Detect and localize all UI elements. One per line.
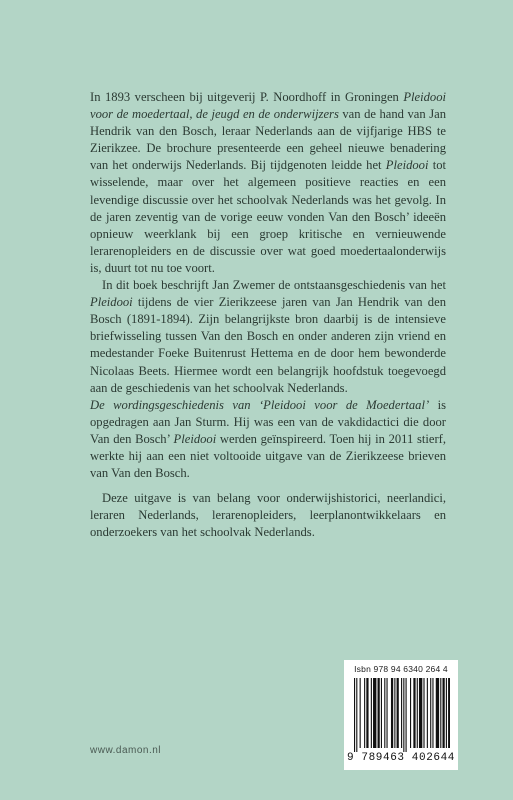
- blurb-text: [90, 89, 446, 541]
- barcode-bar: [381, 678, 382, 748]
- barcode-digits: 9 789463 402644: [346, 752, 456, 764]
- barcode-panel: [344, 660, 458, 770]
- blurb-paragraph-3: [90, 397, 446, 482]
- barcode-bar: [448, 678, 450, 748]
- barcode-bar: [410, 678, 411, 748]
- blurb-p2-text-a: In dit boek beschrijft Jan Zwemer de ontstaansgeschiedenis van het: [102, 278, 446, 293]
- isbn-label: Isbn 978 94 6340 264 4: [354, 664, 448, 674]
- barcode-bar: [384, 678, 385, 748]
- barcode-bar: [419, 678, 422, 748]
- barcode-bar: [401, 678, 402, 748]
- barcode-bar: [373, 678, 376, 748]
- barcode-bar: [356, 678, 357, 752]
- barcode-bar: [386, 678, 387, 748]
- barcode-bar: [366, 678, 368, 748]
- blurb-p1-text-b: van de hand van Jan Hendrik van den Bosch, leraar Nederlands aan de vijfjarige HBS te Zierikzee. De brochure presenteerde een geheel nieuwe benadering van het onderwijs Nederlands. Bij tijdgenoten leidde het: [90, 107, 446, 173]
- blurb-p3-text-b: werden geïnspireerd. Toen hij in 2011 stierf, werkte hij aan een niet voltooide uitgave van de Zierikzeese brieven van Van den Bosch.: [90, 431, 446, 481]
- barcode-bar: [440, 678, 441, 748]
- barcode-bar: [403, 678, 404, 752]
- barcode-bar: [371, 678, 372, 748]
- barcode-bar: [436, 678, 439, 748]
- barcode-bar: [391, 678, 393, 748]
- barcode-bar: [423, 678, 424, 748]
- blurb-p3-text-a: is opgedragen aan Jan Sturm. Hij was een van de vakdidactici die door Van den Bosch’: [90, 397, 446, 446]
- barcode-bar: [446, 678, 447, 748]
- barcode-bar: [364, 678, 365, 748]
- blurb-p1-book-title: Pleidooi voor de moedertaal, de jeugd en de onderwijzers: [90, 90, 446, 122]
- blurb-paragraph-1: [90, 89, 446, 277]
- barcode-graphic: [352, 678, 450, 752]
- barcode-bar: [406, 678, 407, 752]
- publisher-website: www.damon.nl: [90, 745, 162, 756]
- blurb-p2-pleidooi: Pleidooi: [90, 295, 133, 310]
- blurb-p1-text-a: In 1893 verscheen bij uitgeverij P. Noordhoff in Groningen: [90, 90, 404, 104]
- barcode-bar: [417, 678, 418, 748]
- barcode-bar: [360, 678, 361, 748]
- barcode-bar: [394, 678, 395, 748]
- barcode-bar: [432, 678, 433, 748]
- blurb-p1-pleidooi: Pleidooi: [385, 158, 429, 173]
- blurb-paragraph-2: [90, 277, 446, 397]
- barcode-bar: [427, 678, 428, 748]
- barcode-bar: [430, 678, 431, 748]
- blurb-p2-text-b: tijdens de vier Zierikzeese jaren van Jan Hendrik van den Bosch (1891-1894). Zijn belangrijkste bron daarbij is de intensieve briefwisseling tussen Van den Bosch en onder anderen zijn vriend en medestander Foeke Buitenrust Hettema en de door hem bewonderde Nicolaas Beets. Hiermee wordt een belangrijk hoofdstuk toegevoegd aan de geschiedenis van het schoolvak Nederlands.: [90, 295, 446, 395]
- blurb-paragraph-4: Deze uitgave is van belang voor onderwijshistorici, neerlandici, leraren Nederlands, lerarenopleiders, leerplanontwikkelaars en onderzoekers van het schoolvak Nederlands.: [90, 491, 446, 540]
- blurb-p3-book-title: De wordingsgeschiedenis van ‘Pleidooi voor de Moedertaal’: [90, 397, 430, 412]
- blurb-p3-pleidooi: Pleidooi: [173, 431, 217, 446]
- barcode-bar: [378, 678, 380, 748]
- blurb-p1-text-c: tot wisselende, maar over het algemeen positieve reacties en een levendige discussie over het schoolvak Nederlands was het gevolg. In de jaren zeventig van de vorige eeuw vonden Van den Bosch’ ideeën opnieuw weerklank bij een groep kritische en vernieuwende lerarenopleiders en de discussie over wat goed moedertaalonderwijs is, duurt tot nu toe voort.: [90, 158, 446, 275]
- barcode-bar: [413, 678, 415, 748]
- barcode-bar: [397, 678, 399, 748]
- barcode-bar: [354, 678, 355, 752]
- barcode-bar: [442, 678, 444, 748]
